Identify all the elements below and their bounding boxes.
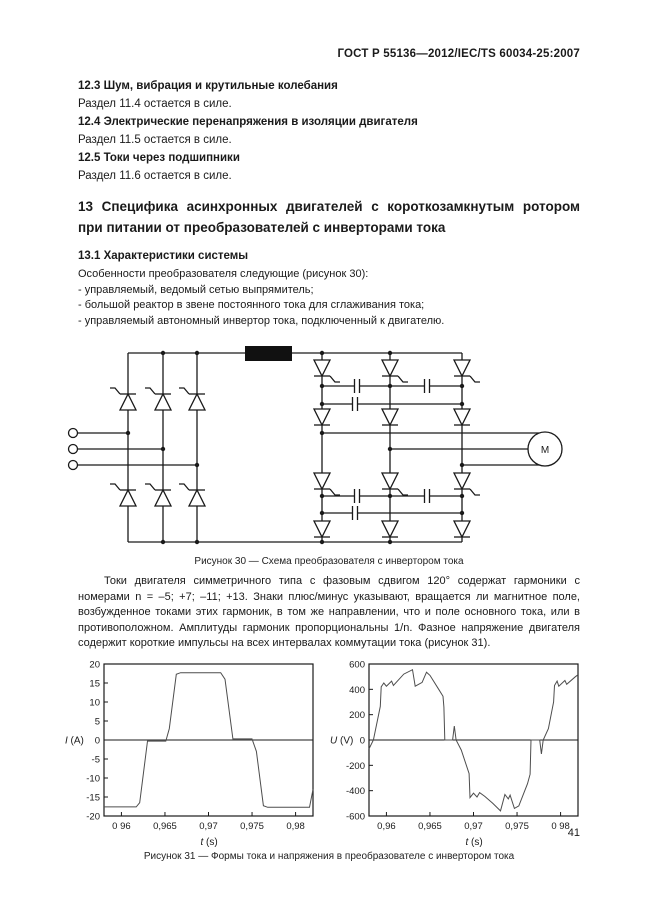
svg-text:0: 0 [94, 735, 100, 747]
svg-text:0,965: 0,965 [418, 820, 442, 832]
figure-30 [60, 334, 580, 554]
svg-text:0,97: 0,97 [464, 820, 483, 832]
svg-text:-600: -600 [345, 811, 365, 823]
svg-text:10: 10 [89, 697, 100, 709]
section-body-12-3: Раздел 11.4 остается в силе. [78, 98, 232, 110]
supply-terminals [69, 429, 200, 470]
svg-text:I (A): I (A) [65, 735, 84, 747]
svg-text:0,965: 0,965 [153, 820, 177, 832]
feature-bullet-inverter: - управляемый автономный инвертор тока, подключенный к двигателю. [78, 314, 445, 327]
voltage-waveform-chart [329, 657, 580, 849]
svg-text:-400: -400 [345, 786, 365, 798]
svg-text:600: 600 [349, 659, 365, 671]
svg-text:-10: -10 [86, 773, 100, 785]
page-number: 41 [567, 827, 580, 839]
chapter-13-title-line1: 13 Специфика асинхронных двигателей с короткозамкнутым ротором [78, 199, 580, 214]
figure-30-caption: Рисунок 30 — Схема преобразователя с инвертором тока [194, 556, 464, 567]
chapter-13-title [78, 196, 580, 238]
svg-text:0,975: 0,975 [505, 820, 529, 832]
feature-bullet-rectifier: - управляемый, ведомый сетью выпрямитель; [78, 283, 314, 296]
line-side-rectifier [110, 388, 205, 506]
section-body-12-5: Раздел 11.6 остается в силе. [78, 170, 232, 182]
converter-schematic [60, 334, 590, 549]
document-header: ГОСТ Р 55136—2012/IEC/TS 60034-25:2007 [337, 48, 580, 60]
page-content [65, 48, 580, 862]
svg-text:0: 0 [359, 735, 365, 747]
motor-symbol [528, 432, 562, 466]
svg-text:5: 5 [94, 716, 100, 728]
svg-text:-5: -5 [91, 754, 100, 766]
section-heading-12-3: 12.3 Шум, вибрация и крутильные колебания [78, 80, 338, 92]
svg-text:-20: -20 [86, 811, 100, 823]
svg-text:20: 20 [89, 659, 100, 671]
svg-text:400: 400 [349, 684, 365, 696]
dc-link-reactor [245, 346, 292, 361]
svg-text:t (s): t (s) [200, 836, 218, 848]
section-heading-12-5: 12.5 Токи через подшипники [78, 152, 240, 164]
feature-bullet-reactor: - большой реактор в звене постоянного тока для сглаживания тока; [78, 299, 425, 311]
figure-31-caption: Рисунок 31 — Формы тока и напряжения в преобразователе с инвертором тока [143, 850, 515, 862]
svg-text:15: 15 [89, 678, 100, 690]
svg-text:200: 200 [349, 710, 365, 722]
svg-text:0,975: 0,975 [240, 820, 264, 832]
motor-label: M [540, 445, 550, 456]
subsection-13-1-heading: 13.1 Характеристики системы [78, 250, 249, 262]
section-heading-12-4: 12.4 Электрические перенапряжения в изоляции двигателя [78, 116, 418, 128]
svg-text:-15: -15 [86, 792, 100, 804]
svg-text:0,98: 0,98 [286, 820, 305, 832]
svg-text:0,96: 0,96 [377, 820, 396, 832]
section-body-12-4: Раздел 11.5 остается в силе. [78, 134, 232, 146]
svg-text:t (s): t (s) [465, 836, 483, 848]
figure-31 [64, 657, 580, 849]
svg-text:U (V): U (V) [330, 735, 354, 747]
chapter-13-title-line2: при питании от преобразователей с инверторами тока [78, 220, 446, 235]
current-source-inverter [314, 360, 539, 537]
svg-text:-200: -200 [345, 760, 365, 772]
current-waveform-chart [64, 657, 315, 849]
harmonics-paragraph: Токи двигателя симметричного типа с фазовым сдвигом 120° содержат гармоники с номерами n = –5; +7; –11; +13. Знаки плюс/минус указывают, вращается ли магнитное поле, возбужденное токами этих гармоник, в том же направлении, что и поле основного тока, или в противоположном. Амплитуды гармоник пропорциональны 1/n. Фазное напряжение двигателя содержит короткие импульсы на всех интервалах коммутации тока (рисунок 31). [78, 575, 580, 650]
svg-text:0 96: 0 96 [112, 820, 131, 832]
svg-text:0,97: 0,97 [199, 820, 218, 832]
converter-features-intro: Особенности преобразователя следующие (рисунок 30): [78, 268, 369, 280]
svg-text:0 98: 0 98 [551, 820, 570, 832]
